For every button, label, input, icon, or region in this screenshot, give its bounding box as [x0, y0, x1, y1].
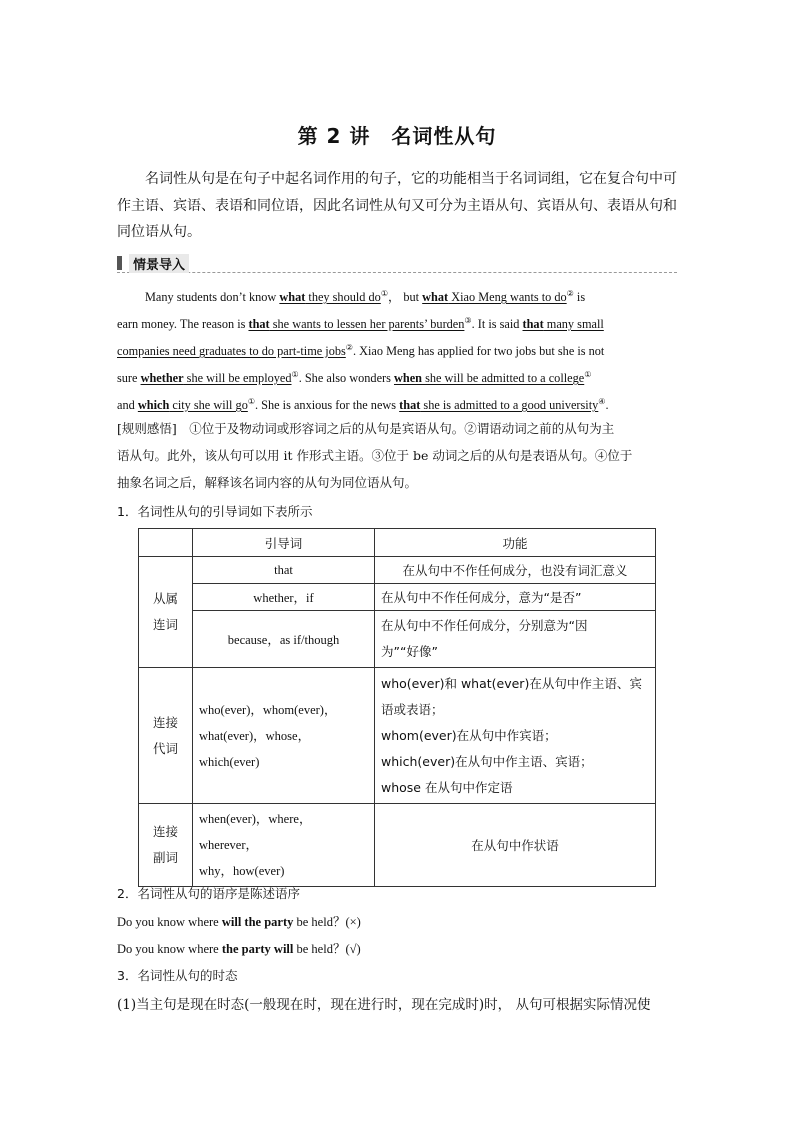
- passage-line-2: earn money. The reason is that she wants to lessen her parents’ burden③. It is said that many small: [117, 316, 604, 332]
- rule-line-3: 抽象名词之后，解释该名词内容的从句为同位语从句。: [117, 475, 418, 490]
- cell-word: that: [193, 557, 375, 584]
- section-marker: [117, 256, 122, 270]
- group-adverb: 连接 副词: [139, 804, 193, 887]
- table-row: [139, 668, 656, 804]
- heading-1: 1．名词性从句的引导词如下表所示: [117, 504, 313, 519]
- table-header-function: 功能: [375, 529, 656, 557]
- cell-function: who(ever)和 what(ever)在从句中作主语、宾 语或表语； whom(ever)在从句中作宾语； which(ever)在从句中作主语、宾语； whose 在从句中作定语: [375, 668, 656, 804]
- cell-function: 在从句中不作任何成分，也没有词汇意义: [375, 557, 656, 584]
- table-header-row: [139, 529, 656, 557]
- intro-line-1: 名词性从句是在句子中起名词作用的句子，它的功能相当于名词词组，它在复合句中可: [145, 171, 677, 187]
- passage-line-3: companies need graduates to do part-time jobs②. Xiao Meng has applied for two jobs but she is not: [117, 343, 605, 359]
- rule-line-1: [规则感悟] ①位于及物动词或形容词之后的从句是宾语从句。②谓语动词之前的从句为主: [117, 421, 615, 436]
- cell-word: who(ever)，whom(ever)， what(ever)，whose， which(ever): [193, 668, 375, 804]
- example-right: Do you know where the party will be held？(√): [117, 942, 361, 956]
- heading-2: 2．名词性从句的语序是陈述语序: [117, 886, 300, 901]
- table-header-word: 引导词: [193, 529, 375, 557]
- group-pronoun: 连接 代词: [139, 668, 193, 804]
- table-row: [139, 611, 656, 668]
- intro-line-2: 作主语、宾语、表语和同位语，因此名词性从句又可分为主语从句、宾语从句、表语从句和: [117, 197, 677, 214]
- passage-line-1: Many students don’t know what they should do①， but what Xiao Meng wants to do② is: [145, 289, 586, 305]
- example-wrong: Do you know where will the party be held？(×): [117, 915, 361, 929]
- passage-line-4: sure whether she will be employed①. She also wonders when she will be admitted to a college①: [117, 370, 592, 386]
- intro-paragraph: [117, 166, 677, 246]
- rule-line-2: 语从句。此外，该从句可以用 it 作形式主语。③位于 be 动词之后的从句是表语从句。④位于: [117, 448, 633, 463]
- section-header: [117, 254, 677, 273]
- group-subordinating: 从属 连词: [139, 557, 193, 668]
- tense-rule-line: (1)当主句是现在时态(一般现在时，现在进行时，现在完成时)时， 从句可根据实际情况使: [117, 997, 651, 1013]
- cell-word: because，as if/though: [193, 611, 375, 668]
- section-label: 情景导入: [129, 254, 189, 273]
- table-row: [139, 804, 656, 887]
- conjunction-table: [138, 528, 656, 887]
- cell-function: 在从句中不作任何成分，意为“是否”: [375, 584, 656, 611]
- cell-function: 在从句中不作任何成分，分别意为“因 为”“好像”: [375, 611, 656, 668]
- passage-line-5: and which city she will go①. She is anxious for the news that she is admitted to a good university④.: [117, 397, 609, 413]
- cell-function: 在从句中作状语: [375, 804, 656, 887]
- cell-word: when(ever)，where，wherever， why，how(ever): [193, 804, 375, 887]
- heading-3: 3．名词性从句的时态: [117, 968, 238, 983]
- intro-line-3: 同位语从句。: [117, 224, 201, 240]
- rule-summary: [117, 415, 679, 496]
- table-header-empty: [139, 529, 193, 557]
- table-row: [139, 584, 656, 611]
- table-row: [139, 557, 656, 584]
- page-title: 第 2 讲 名词性从句: [297, 124, 497, 148]
- cell-word: whether，if: [193, 584, 375, 611]
- example-passage: [117, 280, 679, 415]
